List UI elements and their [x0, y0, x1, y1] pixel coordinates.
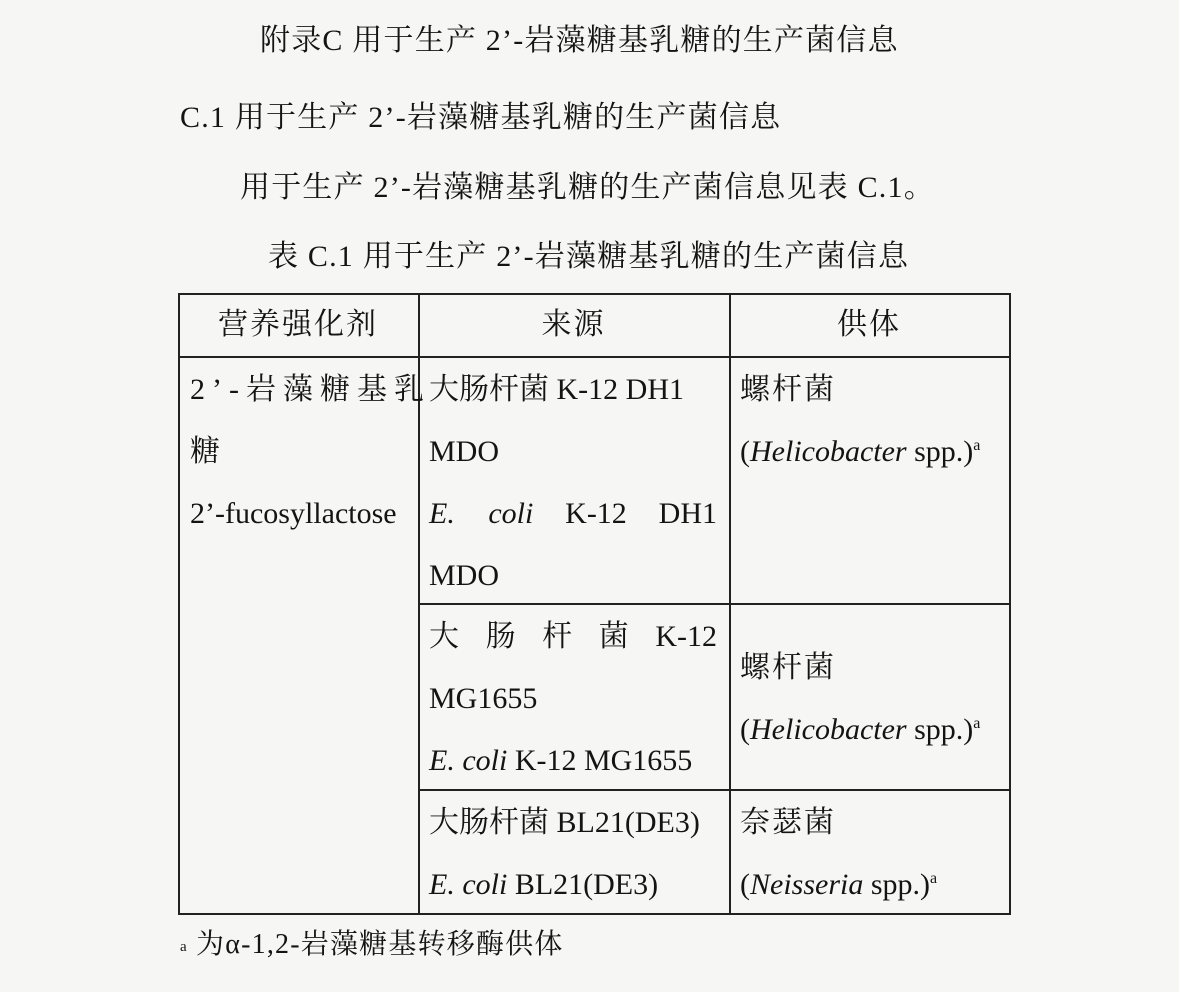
- row1-source-en: [429, 483, 717, 545]
- header-source: 来源: [541, 308, 606, 341]
- intro-paragraph: 用于生产 2’-岩藻糖基乳糖的生产菌信息见表 C.1。: [240, 171, 935, 204]
- row2-source-char-1: 大: [429, 620, 459, 653]
- table-footnote: [180, 925, 564, 965]
- row1-donor-spp: spp.): [906, 435, 974, 468]
- row1-source-strain-b: DH1: [658, 497, 717, 530]
- fortifier-name-zh-text: 2’-岩藻糖基乳: [190, 373, 431, 406]
- row2-source-char-4: 菌: [598, 620, 629, 653]
- row1-source-zh-cont: MDO: [429, 435, 500, 468]
- row1-donor-en: (Helicobacter spp.)$^a$: [740, 435, 981, 468]
- row1-donor-zh: 螺杆菌: [740, 373, 836, 406]
- row3-donor-spp: spp.): [863, 868, 931, 901]
- row3-source-en: [429, 854, 658, 916]
- header-donor: 供体: [837, 308, 901, 341]
- footnote-text: 为α-1,2-岩藻糖基转移酶供体: [187, 929, 564, 960]
- appendix-title: 附录C 用于生产 2’-岩藻糖基乳糖的生产菌信息: [260, 24, 899, 57]
- row3-source-strain-en: BL21(DE3): [507, 868, 659, 901]
- footnote-marker: a: [180, 939, 188, 955]
- row1-donor-genus: Helicobacter: [750, 435, 907, 468]
- row-divider-1: [418, 603, 1011, 605]
- row3-footnote-marker: a: [930, 870, 938, 887]
- row2-donor-zh: 螺杆菌: [740, 651, 836, 684]
- row3-donor-zh: 奈瑟菌: [740, 806, 836, 839]
- row2-footnote-marker: a: [973, 715, 981, 732]
- row1-footnote-marker: a: [973, 437, 981, 454]
- row1-source-strain-a: K-12: [565, 497, 627, 530]
- row3-donor-genus: Neisseria: [750, 868, 864, 901]
- row3-source-species: E. coli: [429, 868, 508, 901]
- row3-donor-en: (Neisseria spp.)$^a$: [740, 868, 938, 901]
- table-border-left: [178, 293, 180, 915]
- row1-source-species: E. coli: [429, 497, 534, 530]
- table-caption: 表 C.1 用于生产 2’-岩藻糖基乳糖的生产菌信息: [268, 240, 910, 273]
- row2-donor-genus: Helicobacter: [750, 713, 907, 746]
- row2-source-strain-en: K-12 MG1655: [507, 744, 693, 777]
- table-border-top: [178, 293, 1011, 295]
- row2-donor-spp: spp.): [906, 713, 974, 746]
- header-divider: [178, 356, 1011, 358]
- production-strain-table: [178, 293, 1011, 915]
- row1-source-en-cont: MDO: [429, 559, 500, 592]
- row2-source-species: E. coli: [429, 744, 508, 777]
- section-heading: C.1 用于生产 2’-岩藻糖基乳糖的生产菌信息: [180, 101, 782, 134]
- fortifier-name-zh-line2: 糖: [190, 435, 220, 468]
- table-border-right: [1009, 293, 1011, 915]
- fortifier-name-zh-line1: [190, 359, 431, 421]
- row2-donor-en: (Helicobacter spp.)$^a$: [740, 713, 981, 746]
- header-fortifier: 营养强化剂: [218, 308, 378, 341]
- row2-source-char-3: 杆: [542, 620, 573, 653]
- row2-source-zh: [429, 606, 717, 668]
- row2-source-zh-cont: MG1655: [429, 682, 538, 715]
- row2-source-strain: K-12: [655, 620, 717, 653]
- row1-source-zh: 大肠杆菌 K-12 DH1: [429, 373, 684, 406]
- row3-source-zh: 大肠杆菌 BL21(DE3): [429, 806, 700, 839]
- fortifier-name-en: 2’-fucosyllactose: [190, 497, 397, 530]
- row2-source-en: [429, 730, 692, 792]
- row2-source-char-2: 肠: [485, 620, 516, 653]
- column-divider-2: [729, 293, 731, 915]
